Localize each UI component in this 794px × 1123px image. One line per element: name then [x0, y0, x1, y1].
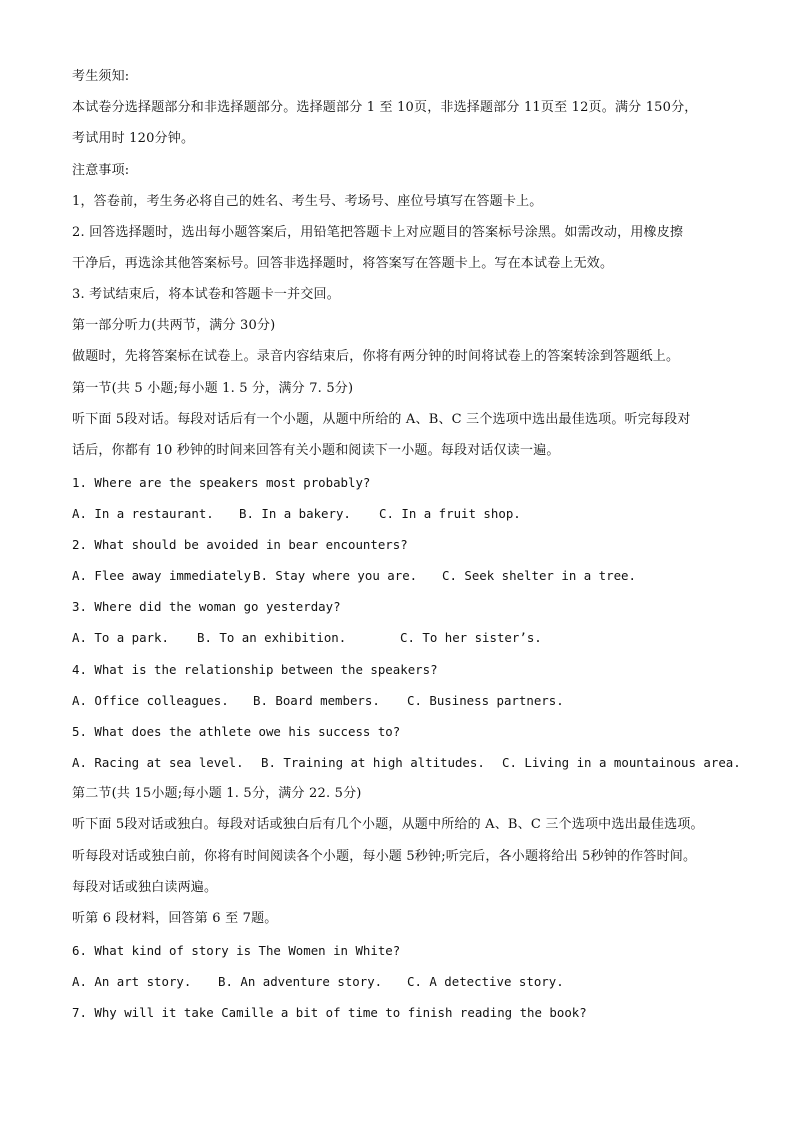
question-stem: 5. What does the athlete owe his success to? — [72, 724, 401, 739]
attention-item: 1，答卷前，考生务必将自己的姓名、考生号、考场号、座位号填写在答题卡上。 — [72, 194, 543, 209]
section1-title: 第一节(共 5 小题;每小题 1. 5 分，满分 7. 5分) — [72, 381, 354, 396]
notice-line: 本试卷分选择题部分和非选择题部分。选择题部分 1 至 10页，非选择题部分 11页至 12页。满分 150分， — [72, 100, 698, 115]
question-stem: 7. Why will it take Camille a bit of time to finish reading the book? — [72, 1005, 587, 1020]
section2-intro: 听每段对话或独白前，你将有时间阅读各个小题，每小题 5秒钟;听完后，各小题将给出 5秒钟的作答时间。 — [72, 849, 697, 864]
option-c: C. A detective story. — [407, 974, 564, 989]
part1-instruction: 做题时，先将答案标在试卷上。录音内容结束后，你将有两分钟的时间将试卷上的答案转涂到答题纸上。 — [72, 349, 680, 364]
option-a: A. To a park. — [72, 630, 169, 645]
option-c: C. To her sister’s. — [400, 630, 542, 645]
question-stem: 6. What kind of story is The Women in White? — [72, 943, 401, 958]
section2-intro: 每段对话或独白读两遍。 — [72, 880, 218, 895]
question-options — [72, 505, 732, 523]
section2-title: 第二节(共 15小题;每小题 1. 5分，满分 22. 5分) — [72, 786, 362, 801]
question-options — [72, 567, 732, 585]
notice-heading: 考生须知: — [72, 69, 130, 84]
option-c: C. Seek shelter in a tree. — [442, 568, 636, 583]
notice-line: 考试用时 120分钟。 — [72, 131, 195, 146]
question-options — [72, 692, 732, 710]
option-a: A. Office colleagues. — [72, 693, 229, 708]
material-heading: 听第 6 段材料，回答第 6 至 7题。 — [72, 911, 278, 926]
option-c: C. In a fruit shop. — [379, 506, 521, 521]
option-a: A. Racing at sea level. — [72, 755, 244, 770]
option-b: B. An adventure story. — [218, 974, 383, 989]
question-stem: 1. Where are the speakers most probably? — [72, 475, 371, 490]
section2-intro: 听下面 5段对话或独白。每段对话或独白后有几个小题，从题中所给的 A、B、C 三个选项中选出最佳选项。 — [72, 817, 704, 832]
question-stem: 3. Where did the woman go yesterday? — [72, 599, 341, 614]
question-stem: 2. What should be avoided in bear encounters? — [72, 537, 408, 552]
option-a: A. An art story. — [72, 974, 192, 989]
option-a: A. Flee away immediately. — [72, 568, 259, 583]
section1-intro: 话后，你都有 10 秒钟的时间来回答有关小题和阅读下一小题。每段对话仅读一遍。 — [72, 443, 560, 458]
question-options — [72, 754, 741, 772]
question-options — [72, 629, 732, 647]
attention-item: 2. 回答选择题时，选出每小题答案后，用铅笔把答题卡上对应题目的答案标号涂黑。如需改动，用橡皮擦 — [72, 225, 684, 240]
question-stem: 4. What is the relationship between the speakers? — [72, 662, 438, 677]
option-c: C. Business partners. — [407, 693, 564, 708]
question-options — [72, 973, 732, 991]
attention-item: 3. 考试结束后，将本试卷和答题卡一并交回。 — [72, 287, 340, 302]
attention-item: 干净后，再选涂其他答案标号。回答非选择题时，将答案写在答题卡上。写在本试卷上无效。 — [72, 256, 614, 271]
option-b: B. In a bakery. — [239, 506, 351, 521]
option-a: A. In a restaurant. — [72, 506, 214, 521]
option-c: C. Living in a mountainous area. — [502, 755, 741, 770]
option-b: B. Stay where you are. — [253, 568, 418, 583]
option-b: B. To an exhibition. — [197, 630, 347, 645]
part1-title: 第一部分听力(共两节，满分 30分) — [72, 318, 276, 333]
option-b: B. Board members. — [253, 693, 380, 708]
option-b: B. Training at high altitudes. — [261, 755, 485, 770]
section1-intro: 听下面 5段对话。每段对话后有一个小题，从题中所给的 A、B、C 三个选项中选出最佳选项。听完每段对 — [72, 412, 691, 427]
attention-heading: 注意事项: — [72, 163, 130, 178]
